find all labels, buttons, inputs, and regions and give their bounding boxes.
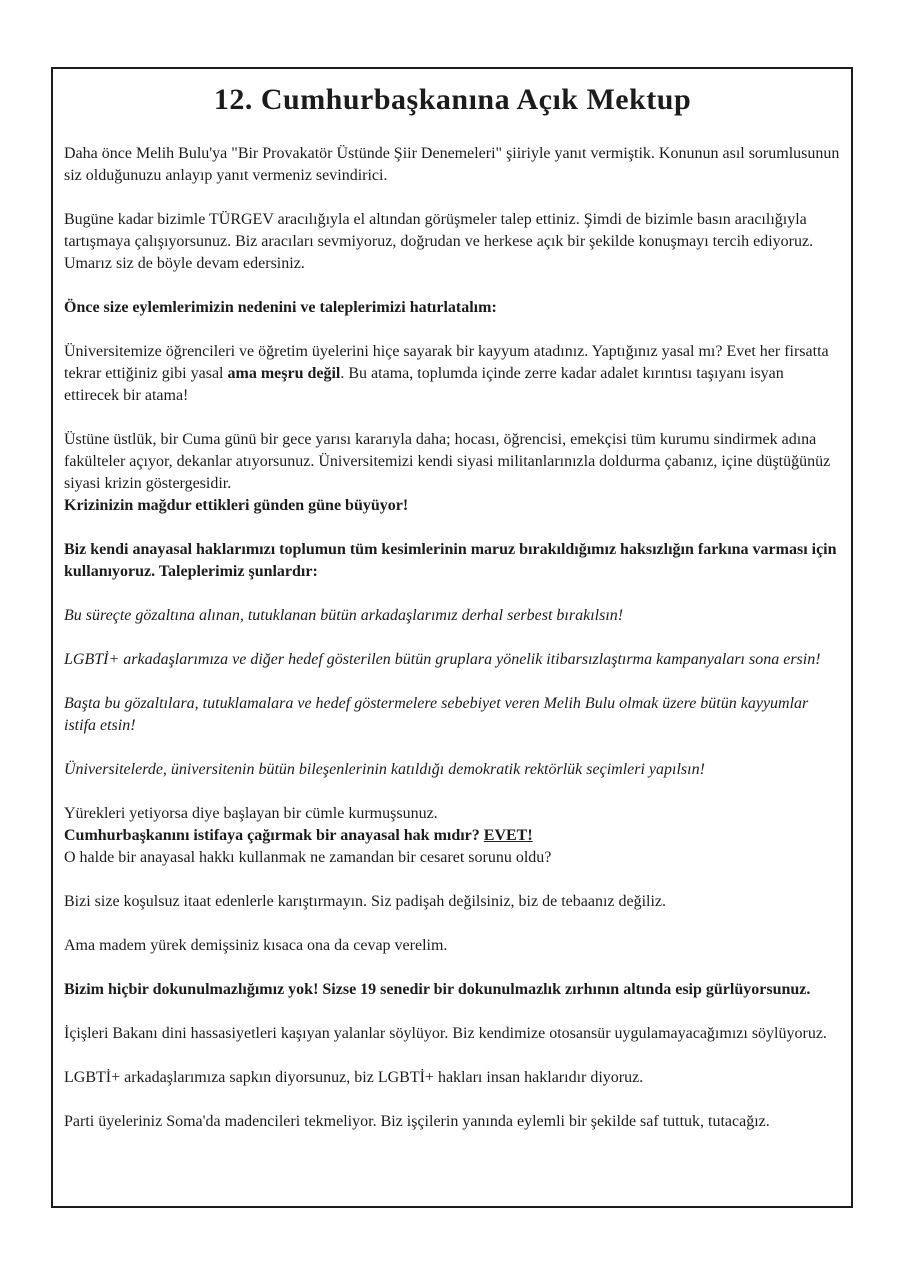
paragraph-16: LGBTİ+ arkadaşlarımıza sapkın diyorsunuz, biz LGBTİ+ hakları insan haklarıdır diyoruz. [64,1069,644,1086]
paragraph-14-bold-statement: Bizim hiçbir dokunulmazlığımız yok! Sizse 19 senedir bir dokunulmazlık zırhının altında esip gürlüyorsunuz. [64,981,811,998]
paragraph-05-text: Üstüne üstlük, bir Cuma günü bir gece yarısı kararıyla daha; hocası, öğrencisi, emekçisi tüm kurumu sindirmek adına fakülteler açıyor, dekanlar atıyorsunuz. Üniversitemizi kendi siyasi militanlarınızla doldurma çabanız, içine düştüğünüz siyasi krizin göstergesidir. [64,431,831,492]
paragraph-05-bold-line: Krizinizin mağdur ettikleri günden güne büyüyor! [64,497,409,514]
paragraph-11-bold-line [64,825,841,847]
paragraph-02: Bugüne kadar bizimle TÜRGEV aracılığıyla el altından görüşmeler talep ettiniz. Şimdi de bizimle basın aracılığıyla tartışmaya çalışıyorsunuz. Biz aracıları sevmiyoruz, doğrudan ve herkese açık bir şekilde konuşmayı tercih ediyoruz. Umarız siz de böyle devam edersiniz. [64,211,814,272]
paragraph-11-question: Cumhurbaşkanını istifaya çağırmak bir anayasal hak mıdır? [64,827,484,844]
paragraph-11 [64,803,841,869]
paragraph-06-demands-heading: Biz kendi anayasal haklarımızı toplumun tüm kesimlerinin maruz bırakıldığımız haksızlığın farkına varması için kullanıyoruz. Taleplerimiz şunlardır: [64,541,837,580]
paragraph-09-demand-resignation: Başta bu gözaltılara, tutuklamalara ve hedef göstermelere sebebiyet veren Melih Bulu olmak üzere bütün kayyumlar istifa etsin! [64,695,809,734]
paragraph-01: Daha önce Melih Bulu'ya "Bir Provakatör Üstünde Şiir Denemeleri" şiiriyle yanıt vermiştik. Konunun asıl sorumlusunun siz olduğunuzu anlayıp yanıt vermeniz sevindirici. [64,145,840,184]
paragraph-04-text-end: . Bu atama, toplumda içinde zerre kadar adalet kırıntısı taşıyanı isyan ettirecek bir atama! [64,365,784,404]
paragraph-07-demand-release: Bu süreçte gözaltına alınan, tutuklanan bütün arkadaşlarımız derhal serbest bırakılsın! [64,607,624,624]
paragraph-11-line3: O halde bir anayasal hakkı kullanmak ne zamandan bir cesaret sorunu oldu? [64,849,552,866]
paragraph-04-bold-phrase: ama meşru değil [227,365,341,382]
paragraph-08-demand-lgbti: LGBTİ+ arkadaşlarımıza ve diğer hedef gösterilen bütün gruplara yönelik itibarsızlaştırma kampanyaları sona ersin! [64,651,821,668]
paragraph-17: Parti üyeleriniz Soma'da madencileri tekmeliyor. Biz işçilerin yanında eylemli bir şekilde saf tuttuk, tutacağız. [64,1113,770,1130]
paragraph-10-demand-elections: Üniversitelerde, üniversitenin bütün bileşenlerinin katıldığı demokratik rektörlük seçimleri yapılsın! [64,761,705,778]
paragraph-03-section-heading: Önce size eylemlerimizin nedenini ve taleplerimizi hatırlatalım: [64,299,497,316]
paragraph-11-answer-underlined: EVET! [483,827,533,844]
paragraph-05 [64,429,841,517]
paragraph-12: Bizi size koşulsuz itaat edenlerle karıştırmayın. Siz padişah değilsiniz, biz de tebaanız değiliz. [64,893,667,910]
page-title: 12. Cumhurbaşkanına Açık Mektup [213,83,692,116]
paragraph-13: Ama madem yürek demişsiniz kısaca ona da cevap verelim. [64,937,448,954]
paragraph-04-text-start: Üniversitemize öğrencileri ve öğretim üyelerini hiçe sayarak bir kayyum atadınız. Yaptığınız yasal mı? Evet her firsatta tekrar ettiğiniz gibi yasal [64,343,829,382]
paragraph-11-line1: Yürekleri yetiyorsa diye başlayan bir cümle kurmuşsunuz. [64,805,438,822]
paragraph-04 [64,341,841,407]
paragraph-15: İçişleri Bakanı dini hassasiyetleri kaşıyan yalanlar söylüyor. Biz kendimize otosansür uygulamayacağımızı söylüyoruz. [64,1025,827,1042]
letter-border [51,67,853,1208]
